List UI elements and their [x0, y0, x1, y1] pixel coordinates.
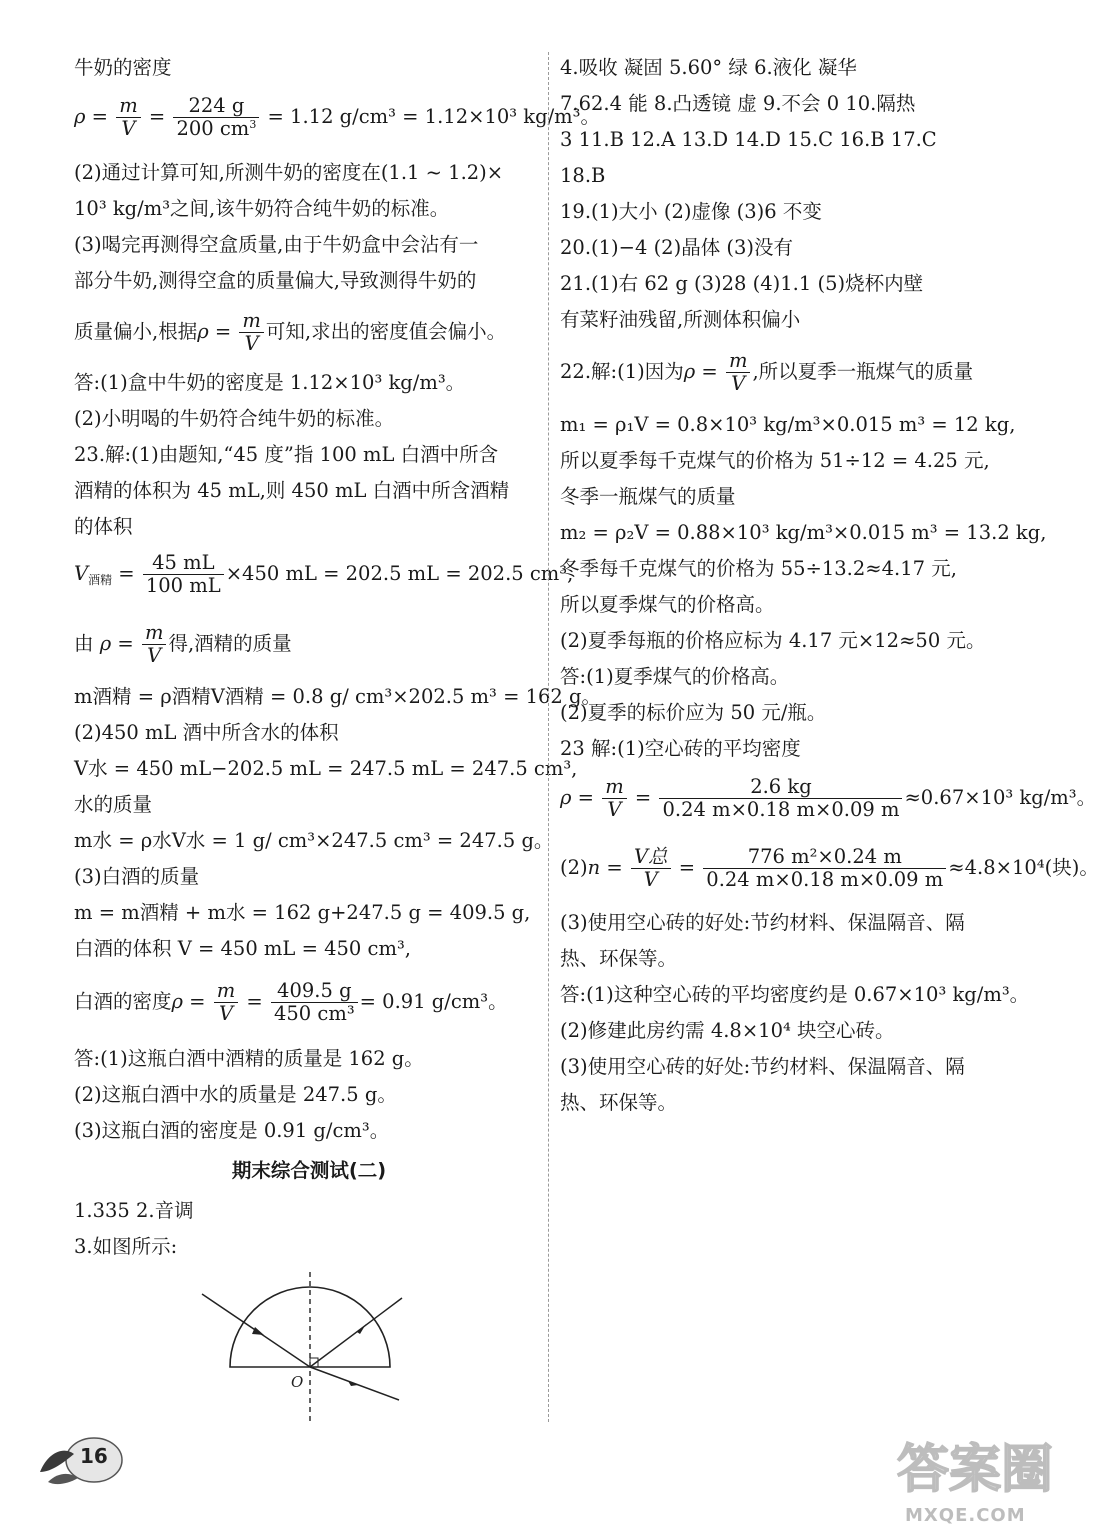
text-line: 所以夏季每千克煤气的价格为 51÷12 = 4.25 元,	[560, 449, 990, 472]
text-line: 热、环保等。	[560, 947, 678, 970]
text-line: 10³ kg/m³之间,该牛奶符合纯牛奶的标准。	[74, 197, 450, 220]
answer-line: 答:(1)盒中牛奶的密度是 1.12×10³ kg/m³。	[74, 371, 466, 394]
watermark-cn: 答案圈	[896, 1440, 1054, 1500]
text-line: (3)白酒的质量	[74, 865, 200, 888]
page-number-badge	[34, 1432, 124, 1492]
answer-line: (2)夏季的标价应为 50 元/瓶。	[560, 701, 827, 724]
text-line: 水的质量	[74, 793, 153, 816]
answer-line: (2)这瓶白酒中水的质量是 247.5 g。	[74, 1083, 397, 1106]
answer-line: (3)使用空心砖的好处:节约材料、保温隔音、隔	[560, 1055, 965, 1078]
answer-line: 4.吸收 凝固 5.60° 绿 6.液化 凝华	[560, 56, 857, 79]
formula-line: m酒精 = ρ酒精V酒精 = 0.8 g/ cm³×202.5 m³ = 162 g。	[74, 685, 602, 708]
text-line: 冬季每千克煤气的价格为 55÷13.2≈4.17 元,	[560, 557, 957, 580]
formula-milk-density: ρ = $\frac{m}{V}$ = $\frac{224 g}{200 cm^3}$ = 1.12 g/cm³ = 1.12×10³ kg/m³。	[74, 94, 600, 140]
answer-line: 19.(1)大小 (2)虚像 (3)6 不变	[560, 200, 822, 223]
text-line: 酒精的体积为 45 mL,则 450 mL 白酒中所含酒精	[74, 479, 510, 502]
text-line: (3)使用空心砖的好处:节约材料、保温隔音、隔	[560, 911, 965, 934]
answer-line: 21.(1)右 62 g (3)28 (4)1.1 (5)烧杯内壁	[560, 272, 924, 295]
formula-line: m₂ = ρ₂V = 0.88×10³ kg/m³×0.015 m³ = 13.2 kg,	[560, 521, 1047, 544]
answer-line: 答:(1)这种空心砖的平均密度约是 0.67×10³ kg/m³。	[560, 983, 1030, 1006]
leaf-icon	[34, 1432, 124, 1492]
point-o-label: O	[291, 1373, 304, 1391]
watermark-text: MXQE.COM	[905, 1505, 1026, 1526]
formula-line: m₁ = ρ₁V = 0.8×10³ kg/m³×0.015 m³ = 12 kg,	[560, 413, 1016, 436]
answer-line: (2)修建此房约需 4.8×10⁴ 块空心砖。	[560, 1019, 895, 1042]
text-line: 所以夏季煤气的价格高。	[560, 593, 775, 616]
formula-line: V水 = 450 mL−202.5 mL = 247.5 mL = 247.5 cm³,	[74, 757, 578, 780]
answer-line: 20.(1)−4 (2)晶体 (3)没有	[560, 236, 794, 259]
answer-line: 有菜籽油残留,所测体积偏小	[560, 308, 801, 331]
text-line-with-fraction: 由 ρ = $\frac{m}{V}$ 得,酒精的质量	[74, 621, 292, 667]
answer-line: 7.62.4 能 8.凸透镜 虚 9.不会 0 10.隔热	[560, 92, 916, 115]
text-line-with-fraction: 质量偏小,根据ρ = $\frac{m}{V}$ 可知,求出的密度值会偏小。	[74, 309, 507, 355]
formula-liquor-density: 白酒的密度ρ = $\frac{m}{V}$ = $\frac{409.5 g}{\text{450 cm³}}$ = 0.91 g/cm³。	[74, 979, 508, 1025]
text-line: 23.解:(1)由题知,“45 度”指 100 mL 白酒中所含	[74, 443, 499, 466]
answer-line: 热、环保等。	[560, 1091, 678, 1114]
answer-line: (3)这瓶白酒的密度是 0.91 g/cm³。	[74, 1119, 390, 1142]
formula-line: m = m酒精 + m水 = 162 g+247.5 g = 409.5 g,	[74, 901, 531, 924]
text-line: (2)450 mL 酒中所含水的体积	[74, 721, 339, 744]
page-number: 16	[80, 1444, 108, 1468]
answer-line: 1.335 2.音调	[74, 1199, 194, 1222]
text-line: (2)通过计算可知,所测牛奶的密度在(1.1 ~ 1.2)×	[74, 161, 504, 184]
answer-line: 3 11.B 12.A 13.D 14.D 15.C 16.B 17.C	[560, 128, 937, 151]
answer-line: (2)小明喝的牛奶符合纯牛奶的标准。	[74, 407, 395, 430]
refraction-diagram	[194, 1272, 414, 1422]
answer-line: 答:(1)夏季煤气的价格高。	[560, 665, 790, 688]
text-line: 冬季一瓶煤气的质量	[560, 485, 736, 508]
text-line: 部分牛奶,测得空盒的质量偏大,导致测得牛奶的	[74, 269, 477, 292]
formula-line: m水 = ρ水V水 = 1 g/ cm³×247.5 cm³ = 247.5 g。	[74, 829, 554, 852]
text-line: (3)喝完再测得空盒质量,由于牛奶盒中会沾有一	[74, 233, 479, 256]
text-line: (2)夏季每瓶的价格应标为 4.17 元×12≈50 元。	[560, 629, 986, 652]
text-line: 23 解:(1)空心砖的平均密度	[560, 737, 801, 760]
text-line-with-fraction: 22.解:(1)因为ρ = $\frac{m}{V}$ ,所以夏季一瓶煤气的质量	[560, 349, 974, 395]
answer-line: 答:(1)这瓶白酒中酒精的质量是 162 g。	[74, 1047, 424, 1070]
formula-alcohol-volume: $V_{酒精}$ = $\frac{45 mL}{100 mL}$ ×450 mL = 202.5 mL = 202.5 cm³,	[74, 551, 574, 597]
formula-brick-count: (2)n = $\frac{\text{V总}}{V}$ = $\frac{\text{776 m²×0.24 m}}{0.24 m\times 0.18 m\times 0.09 m}$ ≈4.8×10⁴(块)。	[560, 845, 1099, 891]
column-divider	[548, 52, 549, 1422]
text-line: 白酒的体积 V = 450 mL = 450 cm³,	[74, 937, 411, 960]
answer-line: 18.B	[560, 164, 606, 187]
text-line: 的体积	[74, 515, 133, 538]
section-heading: 期末综合测试(二)	[231, 1159, 387, 1182]
text-line: 牛奶的密度	[74, 56, 172, 79]
formula-brick-density: ρ = $\frac{m}{V}$ = $\frac{2.6 kg}{0.24 m\times 0.18 m\times 0.09 m}$ ≈0.67×10³ kg/m³。	[560, 775, 1097, 821]
answer-line: 3.如图所示:	[74, 1235, 178, 1258]
